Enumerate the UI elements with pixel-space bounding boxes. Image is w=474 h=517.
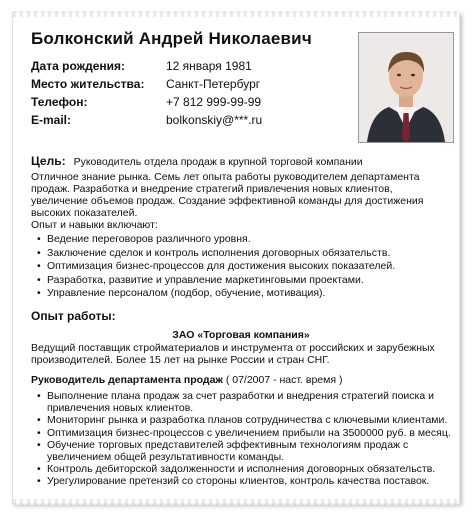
goal-heading: Цель: bbox=[31, 154, 66, 168]
portrait-icon bbox=[359, 33, 453, 142]
goal-line bbox=[31, 155, 451, 168]
list-item: • Урегулирование претензий со стороны клиентов, контроль качества поставок. bbox=[47, 475, 451, 487]
experience-heading: Опыт работы: bbox=[31, 309, 116, 323]
list-item: • Разработка, развитие и управление маркетинговыми проектами. bbox=[47, 274, 451, 288]
info-value: Санкт-Петербург bbox=[166, 77, 261, 91]
duties-list bbox=[31, 390, 451, 488]
experience-section bbox=[31, 309, 451, 488]
position-title: Руководитель департамента продаж bbox=[31, 374, 223, 386]
info-row-phone bbox=[31, 93, 262, 111]
position-line bbox=[31, 374, 451, 386]
list-item: • Контроль дебиторской задолженности и исполнения договорных обязательств. bbox=[47, 463, 451, 475]
personal-info bbox=[31, 57, 262, 129]
goal-text: Руководитель отдела продаж в крупной торговой компании bbox=[73, 156, 363, 168]
candidate-name: Болконский Андрей Николаевич bbox=[31, 29, 312, 48]
info-value: bolkonskiy@***.ru bbox=[166, 113, 263, 127]
goal-description: Отличное знание рынка. Семь лет опыта работы руководителем департамента продаж. Разработка и внедрение стратегий привлечения новых клиентов, увеличение объемов продаж. Создание эффективной команды для достижения высоких показателей. bbox=[31, 171, 424, 219]
list-item: • Ведение переговоров различного уровня. bbox=[47, 233, 451, 247]
info-row-email bbox=[31, 111, 262, 129]
resume-sheet bbox=[12, 12, 460, 504]
list-item: • Управление персоналом (подбор, обучение, мотивация). bbox=[47, 287, 451, 301]
list-item: • Оптимизация бизнес-процессов для достижения высоких показателей. bbox=[47, 260, 451, 274]
info-label: Телефон: bbox=[31, 95, 88, 109]
info-label: E-mail: bbox=[31, 113, 72, 127]
candidate-photo bbox=[358, 32, 454, 143]
torn-edge-bottom bbox=[13, 499, 459, 505]
info-label: Дата рождения: bbox=[31, 59, 126, 73]
company-name: ЗАО «Торговая компания» bbox=[172, 329, 310, 341]
company-description: Ведущий поставщик стройматериалов и инструмента от российских и зарубежных производителей. Более 15 лет на рынке России и стран СНГ. bbox=[31, 342, 435, 366]
list-item: • Заключение сделок и контроль исполнения договорных обязательств. bbox=[47, 247, 451, 261]
torn-edge-top bbox=[13, 11, 459, 17]
skills-heading: Опыт и навыки включают: bbox=[31, 219, 158, 231]
list-item: • Мониторинг рынка и разработка планов сотрудничества с ключевыми клиентами. bbox=[47, 414, 451, 426]
info-value: 12 января 1981 bbox=[166, 59, 252, 73]
goal-section bbox=[31, 155, 451, 301]
list-item: • Выполнение плана продаж за счет разработки и внедрения стратегий поиска и привлечения новых клиентов. bbox=[47, 390, 451, 414]
info-value: +7 812 999-99-99 bbox=[166, 95, 262, 109]
info-row-birthdate bbox=[31, 57, 262, 75]
list-item: • Оптимизация бизнес-процессов с увеличением прибыли на 3500000 руб. в месяц. bbox=[47, 427, 451, 439]
info-label: Место жительства: bbox=[31, 77, 145, 91]
list-item: • Обучение торговых представителей эффективным технологиям продаж с увеличением общей результативности команды. bbox=[47, 439, 451, 463]
info-row-residence bbox=[31, 75, 262, 93]
position-period: ( 07/2007 - наст. время ) bbox=[225, 374, 343, 386]
skills-list bbox=[31, 233, 451, 301]
